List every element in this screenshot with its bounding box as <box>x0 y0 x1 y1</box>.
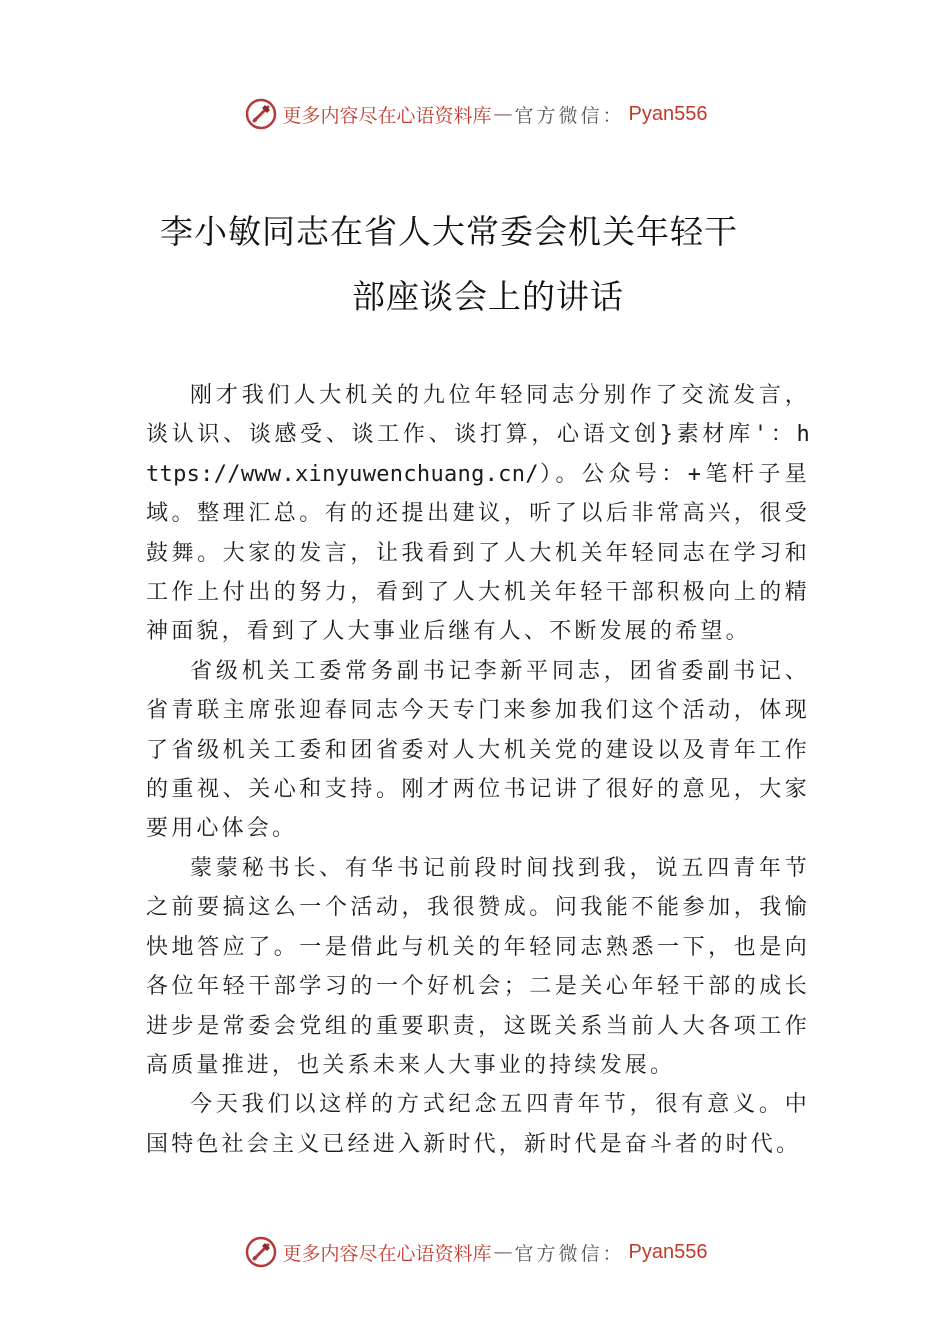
paragraph: 省级机关工委常务副书记李新平同志，团省委副书记、省青联主席张迎春同志今天专门来参加我们这个活动，体现了省级机关工委和团省委对人大机关党的建设以及青年工作的重视、关心和支持。刚才两位书记讲了很好的意见，大家要用心体会。 <box>146 658 810 842</box>
paragraph-text: 刚才我们人大机关的九位年轻同志分别作了交流发言，谈认识、谈感受、谈工作、谈打算，心语文创}素材库'： <box>146 383 810 448</box>
document-title-line2: 部座谈会上的讲话 <box>352 277 624 316</box>
brand-logo-icon <box>243 1234 279 1270</box>
paragraph: 今天我们以这样的方式纪念五四青年节，很有意义。中国特色社会主义已经进入新时代，新时代是奋斗者的时代。 <box>146 1092 810 1157</box>
banner-main-text: 更多内容尽在心语资料库 <box>282 1242 492 1265</box>
header-banner <box>0 94 950 134</box>
document-title-line1: 李小敏同志在省人大常委会机关年轻干 <box>160 212 738 251</box>
banner-main-text: 更多内容尽在心语资料库 <box>282 104 492 127</box>
banner-wechat-id: Pyan556 <box>628 1240 708 1263</box>
banner-separator: — <box>493 1241 513 1263</box>
banner-wechat-id: Pyan556 <box>628 102 708 125</box>
banner-wechat-label: 官方微信： <box>514 1242 625 1265</box>
paragraph: 蒙蒙秘书长、有华书记前段时间找到我，说五四青年节之前要搞这么一个活动，我很赞成。问我能不能参加，我愉快地答应了。一是借此与机关的年轻同志熟悉一下，也是向各位年轻干部学习的一个好机会；二是关心年轻干部的成长进步是常委会党组的重要职责，这既关系当前人大各项工作高质量推进，也关系未来人大事业的持续发展。 <box>146 855 810 1078</box>
banner-separator: — <box>493 103 513 125</box>
banner-wechat-label: 官方微信： <box>514 104 625 127</box>
document-body <box>146 376 810 1164</box>
footer-banner <box>0 1232 950 1272</box>
paragraph <box>146 376 810 652</box>
brand-logo-icon <box>243 96 279 132</box>
paragraph-text: ）。公众号：+笔杆子星域。整理汇总。有的还提出建议，听了以后非常高兴，很受鼓舞。大家的发言，让我看到了人大机关年轻同志在学习和工作上付出的努力，看到了人大机关年轻干部积极向上的精神面貌，看到了人大事业后继有人、不断发展的希望。 <box>146 461 810 645</box>
source-link: https://www.xinyuwenchuang.cn/ <box>146 422 810 487</box>
